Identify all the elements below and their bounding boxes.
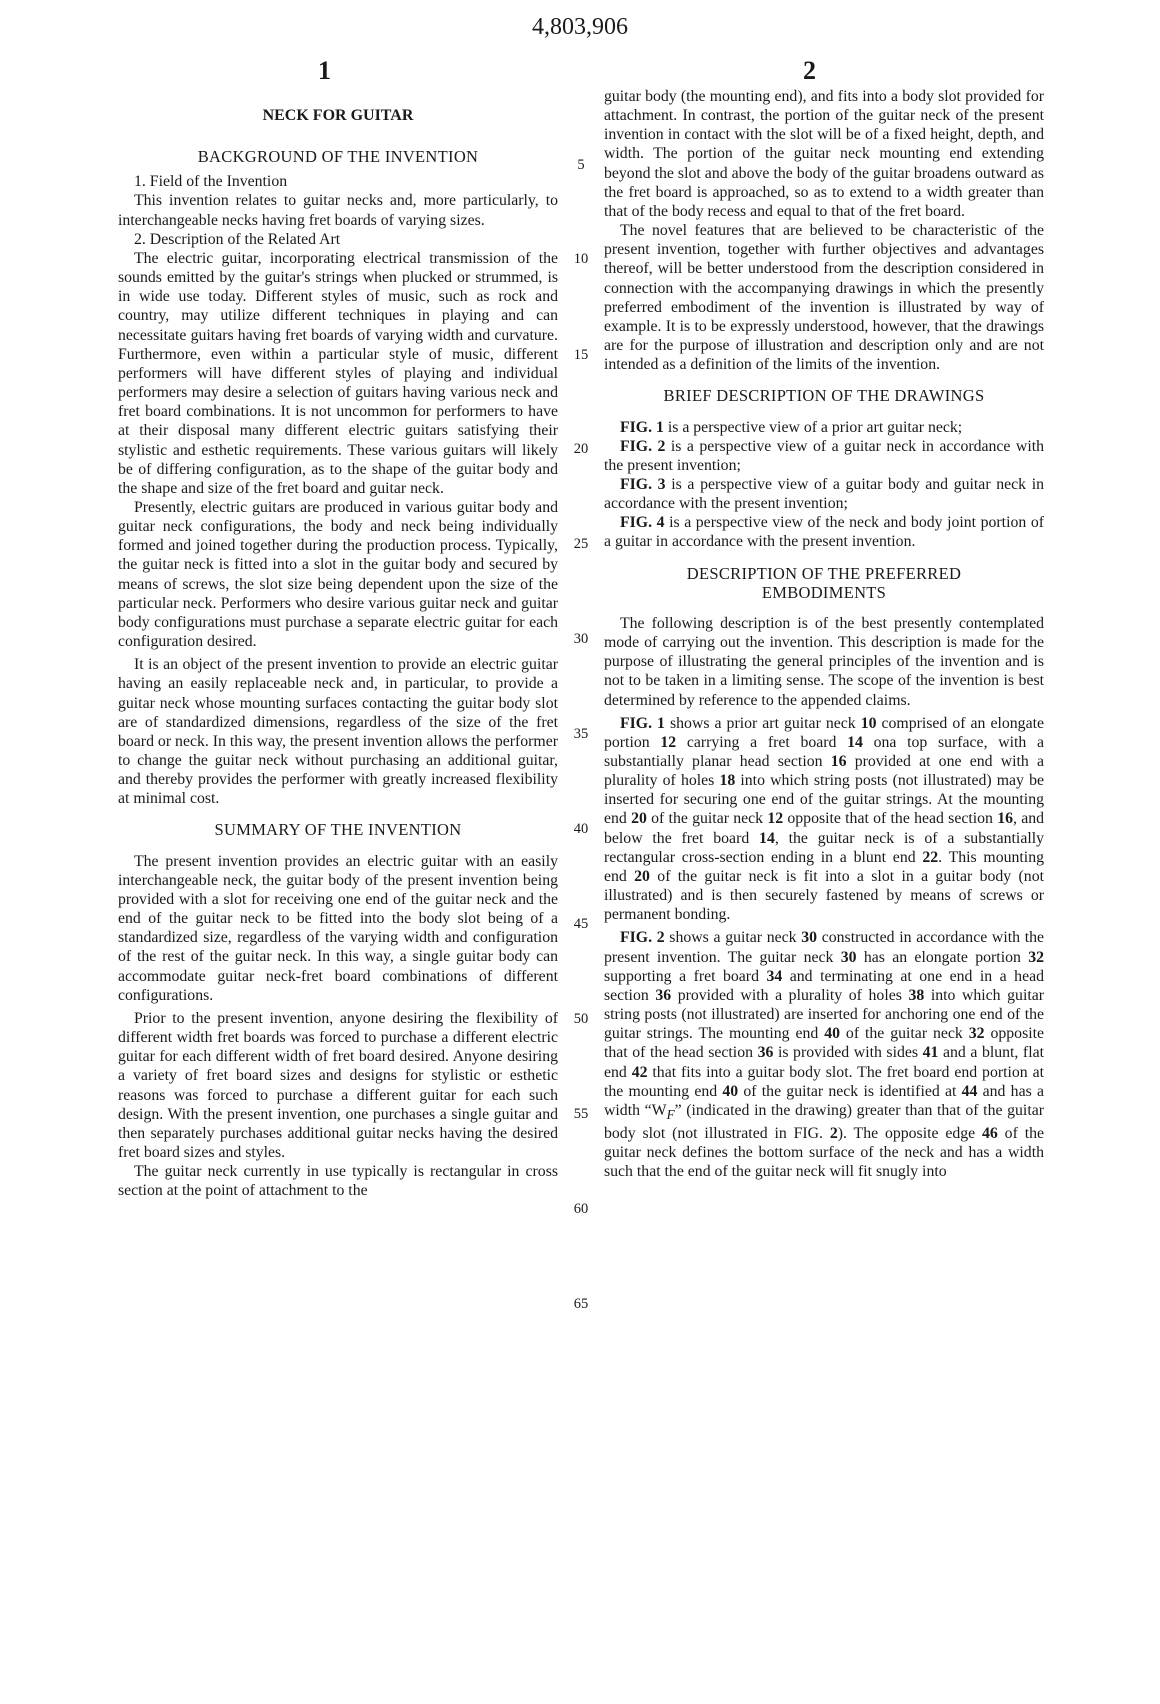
line-number: 30	[573, 631, 589, 647]
paragraph: FIG. 1 shows a prior art guitar neck 10 comprised of an elongate portion 12 carrying a fret board 14 ona top surface, with a substantially planar head section 16 provided at one end with a plurality of holes 18 into which string posts (not illustrated) may be inserted for securing one end of the guitar strings. At the mounting end 20 of the guitar neck 12 opposite that of the head section 16, and below the fret board 14, the guitar neck is of a substantially rectangular cross-section ending in a blunt end 22. This mounting end 20 of the guitar neck is fit into a slot in a guitar body (not illustrated) and is then securely fastened by means of screws or permanent bonding.	[604, 714, 1045, 924]
line-number: 5	[577, 157, 585, 173]
line-number: 60	[573, 1201, 589, 1217]
paragraph: Prior to the present invention, anyone desiring the flexibility of different width fret boards was forced to purchase a different electric guitar for each different width of fret board desired. Anyone desiring a variety of fret board sizes and designs for stylistic or esthetic reasons was forced to purchase a different guitar for each such design. With the present invention, one purchases a single guitar and then separately purchases additional guitar necks having the desired fret board sizes and styles.	[118, 1009, 558, 1161]
paragraph: This invention relates to guitar necks and, more particularly, to interchangeable necks having fret boards of varying sizes.	[118, 192, 558, 229]
figure-description: FIG. 1 is a perspective view of a prior art guitar neck;	[620, 418, 963, 436]
line-number: 25	[573, 536, 589, 552]
line-number: 35	[573, 726, 589, 742]
line-number: 55	[573, 1106, 589, 1122]
figure-description: FIG. 2 is a perspective view of a guitar neck in accordance with the present invention;	[604, 437, 1044, 474]
paragraph: The novel features that are believed to be characteristic of the present invention, together with further objectives and advantages thereof, will be better understood from the description considered in connection with the accompanying drawings in which the presently preferred embodiment of the invention is illustrated by way of example. It is to be expressly understood, however, that the drawings are for the purpose of illustration and description only and are not intended as a definition of the limits of the invention.	[604, 222, 1044, 374]
preferred-heading: DESCRIPTION OF THE PREFERRED EMBODIMENTS	[686, 563, 962, 602]
summary-heading: SUMMARY OF THE INVENTION	[214, 820, 462, 840]
paragraph: The electric guitar, incorporating electrical transmission of the sounds emitted by the guitar's strings when plucked or strummed, is in wide use today. Different styles of music, such as rock and country, may utilize different techniques in playing and can necessitate guitars having fret boards of varying width and curvature. Furthermore, even within a particular style of music, different performers will have different styles of playing and individual performers may desire a selection of guitars having various neck and fret board combinations. It is not uncommon for performers to have at their disposal many different electric guitars satisfying their stylistic and esthetic requirements. These various guitars will likely be of differing configuration, as to the shape of the guitar body and the shape and size of the fret board and guitar neck.	[118, 249, 558, 497]
page-number-left: 1	[318, 56, 331, 85]
paragraph: The present invention provides an electric guitar with an easily interchangeable neck, the guitar body of the present invention being provided with a slot for receiving one end of the guitar neck and the end of the guitar neck to be fitted into the body slot being of a standardized size, regardless of the varying width and configuration of the rest of the guitar neck. In this way, a single guitar body can accommodate guitar neck-fret board combinations of different configurations.	[118, 852, 558, 1004]
figure-label: FIG. 3	[620, 475, 666, 493]
figure-label: FIG. 2	[620, 437, 666, 455]
line-number: 15	[573, 347, 589, 363]
related-art-heading: 2. Description of the Related Art	[134, 230, 341, 248]
figure-description: FIG. 4 is a perspective view of the neck and body joint portion of a guitar in accordance with the present invention.	[604, 514, 1044, 551]
paragraph: The following description is of the best presently contemplated mode of carrying out the invention. This description is made for the purpose of illustrating the general principles of the invention and is not to be taken in a limiting sense. The scope of the invention is best determined by reference to the appended claims.	[604, 614, 1044, 709]
paragraph: guitar body (the mounting end), and fits into a body slot provided for attachment. In contrast, the portion of the guitar neck of the present invention in contact with the slot will be of a fixed height, depth, and width. The portion of the guitar neck mounting end extending beyond the slot and above the body of the guitar broadens outward as the fret board is approached, so as to extend to a width greater than that of the body recess and equal to that of the fret board.	[604, 88, 1044, 220]
figure-description: FIG. 3 is a perspective view of a guitar body and guitar neck in accordance with the present invention;	[604, 475, 1044, 513]
page-number-right: 2	[803, 56, 816, 85]
paragraph: It is an object of the present invention to provide an electric guitar having an easily replaceable neck and, in particular, to provide a guitar neck whose mounting surfaces contacting the guitar body slot are of standardized dimensions, regardless of the size of the fret board or neck. In this way, the present invention allows the performer to change the guitar neck without purchasing an additional guitar, and thereby provides the performer with greatly increased flexibility at minimal cost.	[118, 656, 558, 808]
line-number: 10	[573, 251, 589, 267]
line-number: 20	[573, 441, 589, 457]
paragraph: Presently, electric guitars are produced in various guitar body and guitar neck configurations, the body and neck being individually formed and joined together during the production process. Typically, the guitar neck is fitted into a slot in the guitar body and secured by means of screws, the slot size being dependent upon the size of the particular neck. Performers who desire various guitar neck and guitar body configurations must purchase a separate electric guitar for each configuration desired.	[118, 498, 558, 651]
field-heading: 1. Field of the Invention	[134, 173, 288, 191]
drawings-heading: BRIEF DESCRIPTION OF THE DRAWINGS	[663, 386, 985, 406]
line-number: 40	[573, 821, 589, 837]
line-number: 50	[573, 1011, 589, 1027]
right-column	[604, 87, 1044, 1182]
paragraph: The guitar neck currently in use typically is rectangular in cross section at the point of attachment to the	[118, 1163, 558, 1200]
line-number: 65	[573, 1296, 589, 1312]
paragraph: FIG. 2 shows a guitar neck 30 constructed in accordance with the present invention. The guitar neck 30 has an elongate portion 32 supporting a fret board 34 and terminating at one end in a head section 36 provided with a plurality of holes 38 into which guitar string posts (not illustrated) are inserted for anchoring one end of the guitar strings. The mounting end 40 of the guitar neck 32 opposite that of the head section 36 is provided with sides 41 and a blunt, flat end 42 that fits into a guitar body slot. The fret board end portion at the mounting end 40 of the guitar neck is identified at 44 and has a width “$W_F$” (indicated in the drawing) greater than that of the guitar body slot (not illustrated in FIG. 2). The opposite edge 46 of the guitar neck defines the bottom surface of the neck and has a width such that the end of the guitar neck will fit snugly into	[604, 929, 1045, 1181]
line-number: 45	[573, 916, 589, 932]
figure-label: FIG. 1	[620, 418, 664, 436]
patent-title: NECK FOR GUITAR	[262, 107, 414, 124]
patent-number: 4,803,906	[532, 14, 628, 40]
background-heading: BACKGROUND OF THE INVENTION	[197, 147, 479, 167]
figure-label: FIG. 4	[620, 514, 665, 532]
left-column	[118, 106, 558, 1200]
